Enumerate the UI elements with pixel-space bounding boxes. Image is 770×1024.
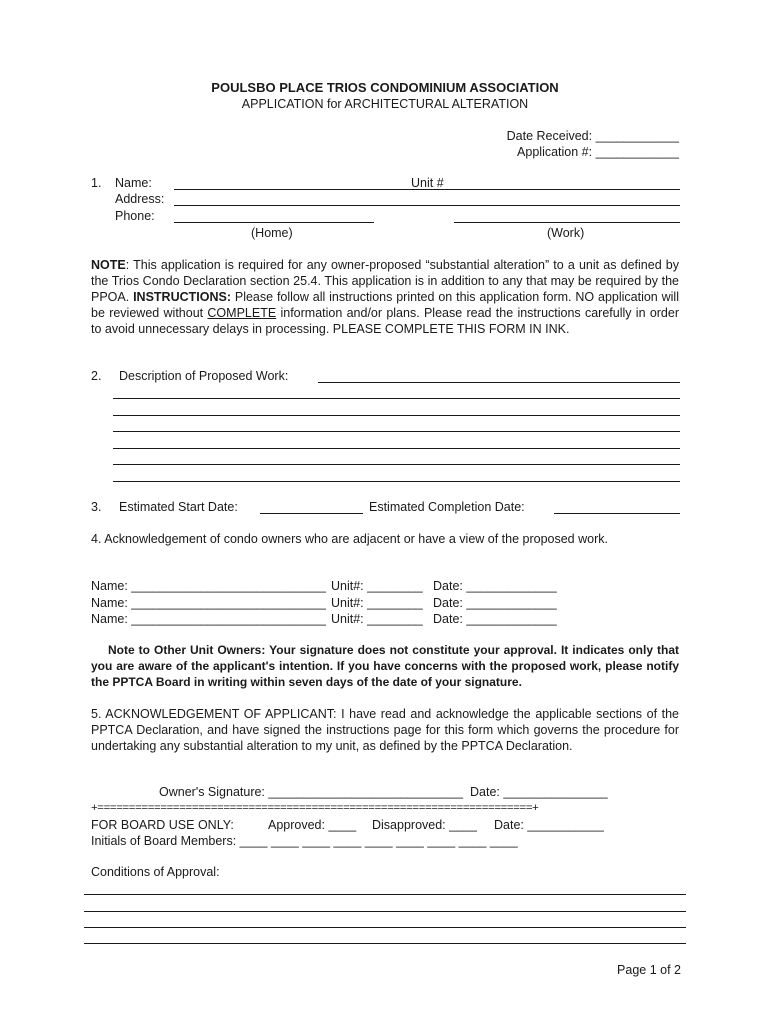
description-line <box>113 481 680 482</box>
conditions-label: Conditions of Approval: <box>91 865 220 879</box>
completion-date-line <box>554 513 680 514</box>
description-line <box>318 382 680 383</box>
description-label: Description of Proposed Work: <box>119 369 289 383</box>
description-line <box>113 464 680 465</box>
start-date-label: Estimated Start Date: <box>119 500 238 514</box>
address-line <box>174 205 680 206</box>
home-phone-line <box>174 222 374 223</box>
note-text-b: Please follow all instructions printed on this application form. NO application will be reviewed without <box>91 290 679 320</box>
section4-text: 4. Acknowledgement of condo owners who are adjacent or have a view of the proposed work. <box>91 532 608 546</box>
neighbor-unit-field: Unit#: ________ <box>331 612 423 626</box>
conditions-line <box>84 894 686 895</box>
page-number: Page 1 of 2 <box>617 963 681 977</box>
owner-date-field: Date: _______________ <box>470 785 608 799</box>
owner-signature-field: Owner's Signature: ____________________________ <box>159 785 464 799</box>
start-date-line <box>260 513 363 514</box>
description-line <box>113 431 680 432</box>
work-label: (Work) <box>547 226 585 240</box>
address-label: Address: <box>115 192 165 206</box>
work-phone-line <box>454 222 680 223</box>
neighbor-name-field: Name: ____________________________ <box>91 596 326 610</box>
conditions-line <box>84 943 686 944</box>
note-label: NOTE <box>91 258 126 272</box>
section2-number: 2. <box>91 369 102 383</box>
form-subtitle: APPLICATION for ARCHITECTURAL ALTERATION <box>241 97 529 111</box>
approved-field: Approved: ____ <box>268 818 357 832</box>
complete-word: COMPLETE <box>207 306 277 320</box>
neighbor-date-field: Date: _____________ <box>433 596 557 610</box>
form-title: POULSBO PLACE TRIOS CONDOMINIUM ASSOCIATION <box>211 80 559 95</box>
instructions-label: INSTRUCTIONS: <box>133 290 231 304</box>
divider: +=====================================================================+ <box>91 802 539 814</box>
board-initials-field: Initials of Board Members: ____ ____ ____ ____ ____ ____ ____ ____ ____ <box>91 834 518 848</box>
neighbor-unit-field: Unit#: ________ <box>331 579 423 593</box>
neighbor-name-field: Name: ____________________________ <box>91 579 326 593</box>
neighbor-unit-field: Unit#: ________ <box>331 596 423 610</box>
section1-number: 1. <box>91 176 102 190</box>
name-label: Name: <box>115 176 152 190</box>
unit-label: Unit # <box>411 176 444 190</box>
note-paragraph <box>91 257 679 337</box>
conditions-line <box>84 911 686 912</box>
neighbor-date-field: Date: _____________ <box>433 579 557 593</box>
section5-text: 5. ACKNOWLEDGEMENT OF APPLICANT: I have read and acknowledge the applicable sections of the PPTCA Declaration, and have signed the instructions page for this form which governs the procedure for undertaking any substantial alteration to my unit, as defined by the PPTCA Declaration. <box>91 707 679 753</box>
board-date-field: Date: ___________ <box>494 818 604 832</box>
description-line <box>113 415 680 416</box>
note-to-owners: Note to Other Unit Owners: Your signature does not constitute your approval. It indicates only that you are aware of the applicant's intention. If you have concerns with the proposed work, please notify the PPTCA Board in writing within seven days of the date of your signature. <box>91 643 679 689</box>
section3-number: 3. <box>91 500 102 514</box>
phone-label: Phone: <box>115 209 155 223</box>
neighbor-name-field: Name: ____________________________ <box>91 612 326 626</box>
note-text-c: information and/or plans. Please read the instructions carefully in order to avoid unnecessary delays in processing. PLEASE COMPLETE THIS FORM IN INK. <box>91 306 679 336</box>
date-received-field: Date Received: ____________ <box>506 129 679 143</box>
note-text-a: : This application is required for any owner-proposed “substantial alteration” to a unit as defined by the Trios Condo Declaration section 25.4. This application is in addition to any that may be required by the PPOA. <box>91 258 679 304</box>
conditions-line <box>84 927 686 928</box>
home-label: (Home) <box>251 226 293 240</box>
description-line <box>113 448 680 449</box>
description-line <box>113 398 680 399</box>
board-use-label: FOR BOARD USE ONLY: <box>91 818 234 832</box>
neighbor-date-field: Date: _____________ <box>433 612 557 626</box>
disapproved-field: Disapproved: ____ <box>372 818 477 832</box>
completion-date-label: Estimated Completion Date: <box>369 500 525 514</box>
application-number-field: Application #: ____________ <box>517 145 679 159</box>
